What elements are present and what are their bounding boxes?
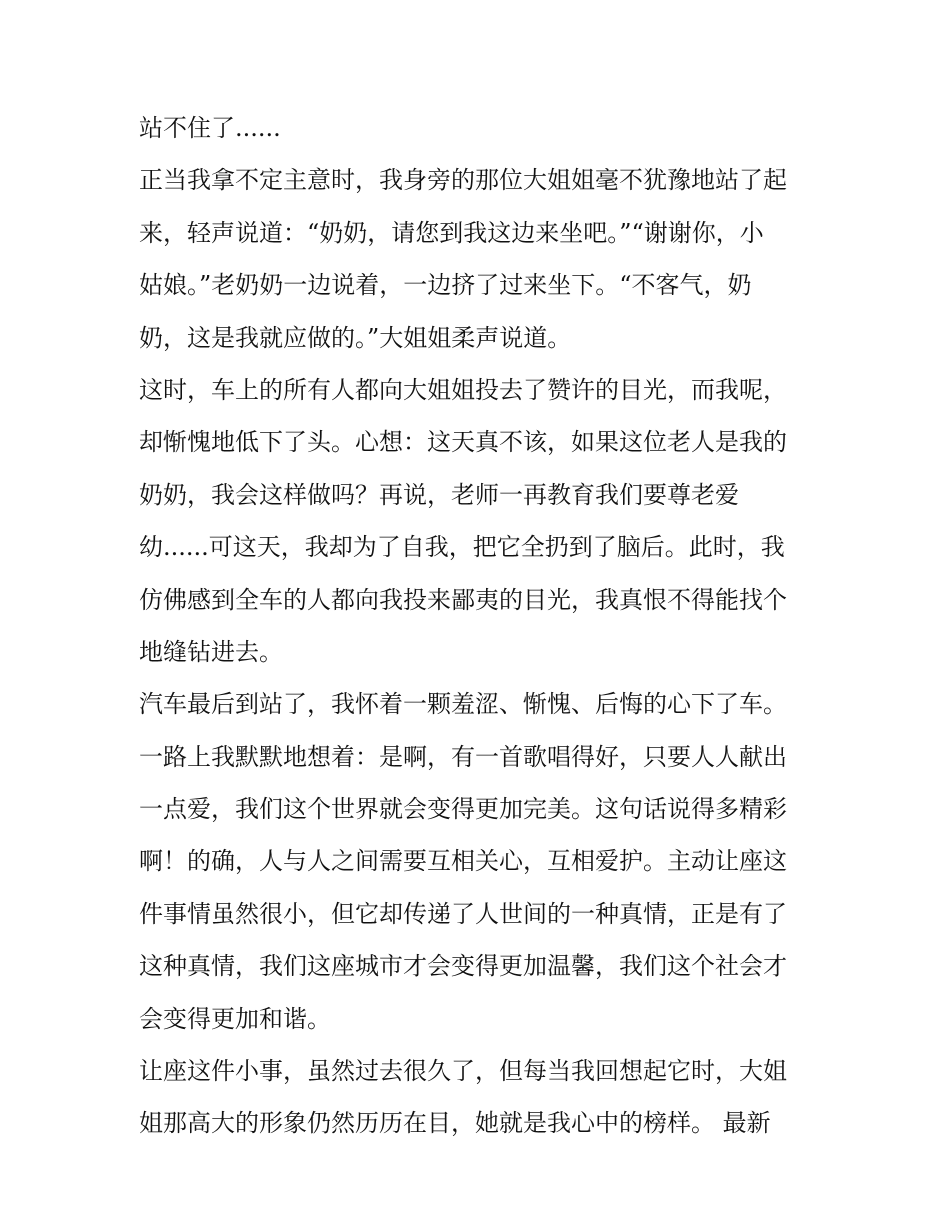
text-line: 件事情虽然很小，但它却传递了人世间的一种真情，正是有了	[139, 899, 787, 928]
text-line: 这种真情，我们这座城市才会变得更加温馨，我们这个社会才	[139, 952, 787, 981]
text-line: 这时，车上的所有人都向大姐姐投去了赞许的目光，而我呢，	[139, 375, 787, 404]
text-line: 幼......可这天，我却为了自我，把它全扔到了脑后。此时，我	[139, 533, 785, 562]
text-line: 汽车最后到站了，我怀着一颗羞涩、惭愧、后悔的心下了车。	[139, 690, 787, 719]
text-line: 姐那高大的形象仍然历历在目，她就是我心中的榜样。 最新	[139, 1109, 771, 1138]
text-line: 站不住了......	[139, 114, 281, 142]
text-line: 让座这件小事，虽然过去很久了，但每当我回想起它时，大姐	[139, 1057, 787, 1086]
text-line: 仿佛感到全车的人都向我投来鄙夷的目光，我真恨不得能找个	[139, 585, 787, 614]
text-line: 一点爱，我们这个世界就会变得更加完美。这句话说得多精彩	[139, 795, 787, 824]
text-line: 却惭愧地低下了头。心想：这天真不该，如果这位老人是我的	[139, 428, 787, 457]
text-line: 奶奶，我会这样做吗？再说，老师一再教育我们要尊老爱	[139, 480, 739, 509]
text-line: 奶，这是我就应做的。”大姐姐柔声说道。	[139, 323, 572, 352]
text-line: 正当我拿不定主意时，我身旁的那位大姐姐毫不犹豫地站了起	[139, 166, 787, 195]
document-body	[139, 106, 839, 1154]
text-line: 啊！的确，人与人之间需要互相关心，互相爱护。主动让座这	[139, 847, 787, 876]
text-line: 会变得更加和谐。	[139, 1004, 331, 1033]
text-line: 地缝钻进去。	[139, 637, 283, 666]
text-line: 姑娘。”老奶奶一边说着，一边挤了过来坐下。“不客气，奶	[139, 271, 752, 300]
text-line: 来，轻声说道：“奶奶，请您到我这边来坐吧。”“谢谢你，小	[139, 218, 764, 247]
text-line: 一路上我默默地想着：是啊，有一首歌唱得好，只要人人献出	[139, 742, 787, 771]
